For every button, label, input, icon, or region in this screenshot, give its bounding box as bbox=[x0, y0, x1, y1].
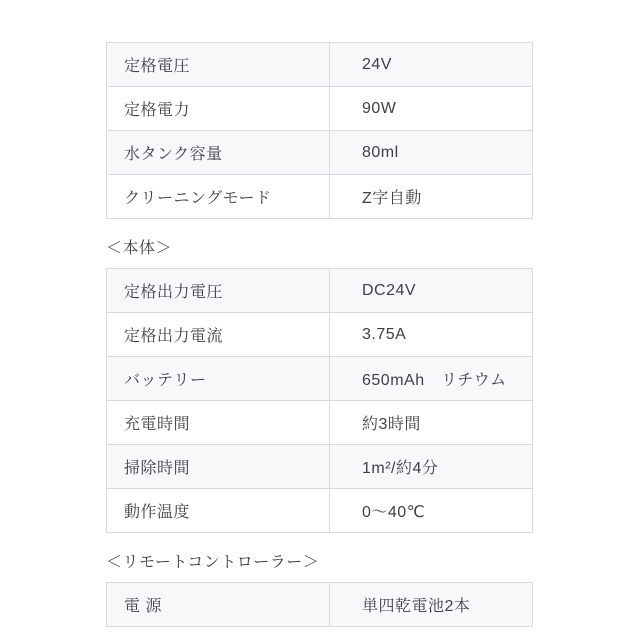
section-heading-main-unit: ＜本体＞ bbox=[106, 240, 173, 257]
table-row bbox=[107, 131, 533, 175]
spec-value: 90W bbox=[330, 87, 533, 131]
table-row bbox=[107, 269, 533, 313]
table-row bbox=[107, 175, 533, 219]
spec-table-remote-controller bbox=[106, 582, 533, 627]
spec-value: 3.75A bbox=[330, 313, 533, 357]
section-heading-remote-controller: ＜リモートコントローラー＞ bbox=[106, 554, 320, 571]
spec-value: 1m²/約4分 bbox=[330, 445, 533, 489]
spec-value: DC24V bbox=[330, 269, 533, 313]
spec-table-general bbox=[106, 42, 533, 219]
table-row bbox=[107, 43, 533, 87]
spec-table-main-unit bbox=[106, 268, 533, 533]
table-row bbox=[107, 401, 533, 445]
spec-label: 電 源 bbox=[107, 583, 330, 627]
table-row bbox=[107, 313, 533, 357]
product-spec-section bbox=[106, 42, 533, 627]
spec-label: 掃除時間 bbox=[107, 445, 330, 489]
spec-value: 650mAh リチウム bbox=[330, 357, 533, 401]
spec-value: 単四乾電池2本 bbox=[330, 583, 533, 627]
spec-label: バッテリー bbox=[107, 357, 330, 401]
table-row bbox=[107, 583, 533, 627]
table-row bbox=[107, 87, 533, 131]
spec-label: クリーニングモード bbox=[107, 175, 330, 219]
spec-label: 定格電圧 bbox=[107, 43, 330, 87]
spec-value: 24V bbox=[330, 43, 533, 87]
table-row bbox=[107, 357, 533, 401]
spec-value: 0〜40℃ bbox=[330, 489, 533, 533]
spec-value: 約3時間 bbox=[330, 401, 533, 445]
spec-value: 80ml bbox=[330, 131, 533, 175]
spec-label: 動作温度 bbox=[107, 489, 330, 533]
table-row bbox=[107, 445, 533, 489]
table-row bbox=[107, 489, 533, 533]
spec-label: 定格出力電流 bbox=[107, 313, 330, 357]
spec-value: Z字自動 bbox=[330, 175, 533, 219]
spec-label: 定格出力電圧 bbox=[107, 269, 330, 313]
spec-label: 水タンク容量 bbox=[107, 131, 330, 175]
spec-label: 定格電力 bbox=[107, 87, 330, 131]
spec-label: 充電時間 bbox=[107, 401, 330, 445]
